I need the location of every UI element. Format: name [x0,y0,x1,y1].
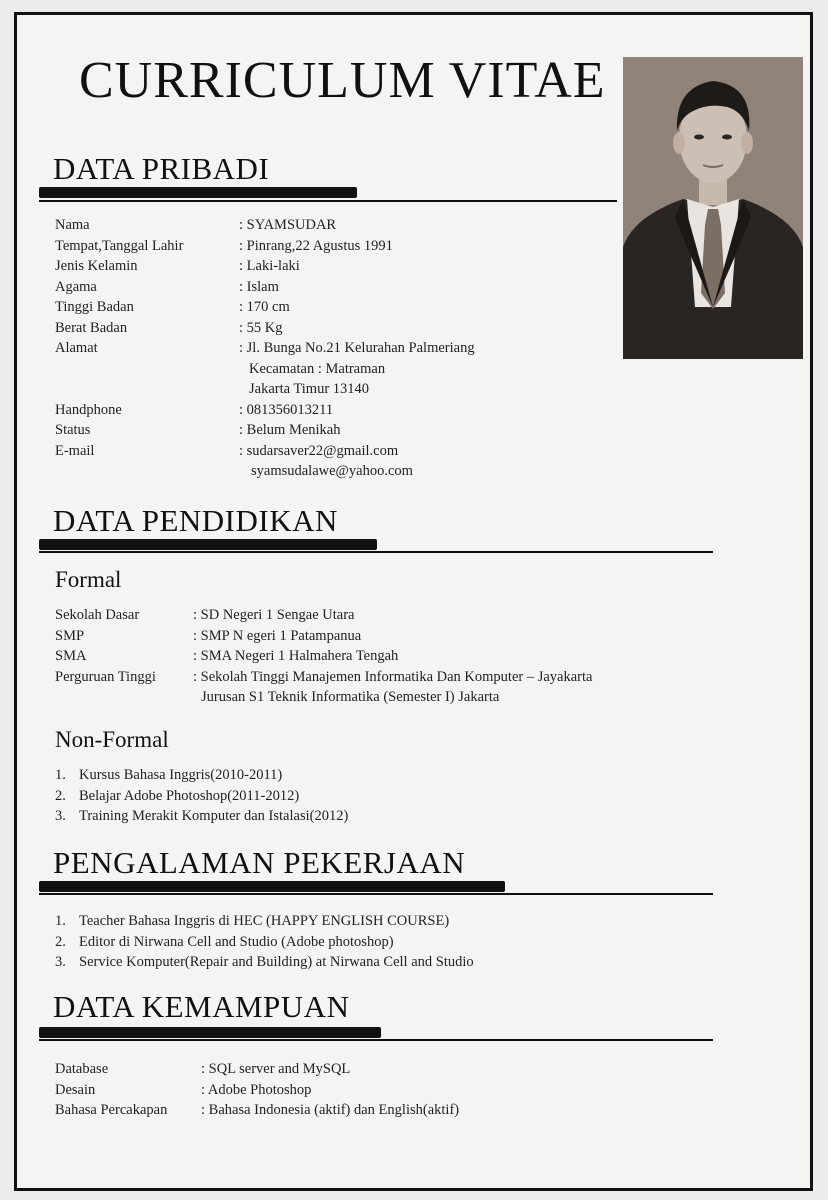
education-value: : SD Negeri 1 Sengae Utara [193,607,355,623]
personal-label: Status [55,422,91,438]
personal-label: Alamat [55,340,98,356]
list-text: Training Merakit Komputer dan Istalasi(2012) [79,808,349,824]
personal-label [55,461,251,482]
section-divider [39,893,713,895]
skill-label: Bahasa Percakapan [55,1102,168,1118]
education-label [55,687,201,708]
nonformal-education-list [55,765,348,827]
personal-row [55,338,475,359]
education-label: Perguruan Tinggi [55,668,156,685]
personal-label [55,359,249,380]
list-item [55,786,348,807]
personal-label: Berat Badan [55,319,128,336]
experience-list [55,911,474,973]
list-number: 3. [55,954,66,970]
list-number: 2. [55,933,66,950]
personal-value: : Belum Menikah [239,422,341,438]
skill-label: Desain [55,1081,96,1098]
personal-label: Tinggi Badan [55,299,134,315]
skill-label: Database [55,1061,109,1077]
education-row [55,626,592,647]
personal-value: : Pinrang,22 Agustus 1991 [239,237,393,254]
section-title-kemampuan: DATA KEMAMPUAN [53,989,350,1024]
personal-row [55,277,475,298]
education-row [55,687,592,708]
personal-value: Kecamatan : Matraman [249,360,386,377]
personal-row [55,441,475,462]
list-number: 2. [55,787,66,804]
list-text: Kursus Bahasa Inggris(2010-2011) [79,767,283,783]
personal-label: Nama [55,217,90,233]
personal-label: E-mail [55,442,95,459]
personal-value: : 081356013211 [239,401,334,418]
personal-row [55,379,475,400]
personal-row [55,297,475,318]
skill-row [55,1059,459,1080]
section-underline-bar [39,1027,381,1038]
section-title-pendidikan: DATA PENDIDIKAN [53,503,338,538]
list-item [55,806,348,827]
education-label: SMA [55,648,87,664]
skill-row [55,1100,459,1121]
nonformal-subtitle: Non-Formal [55,727,169,752]
skill-value: : Bahasa Indonesia (aktif) dan English(aktif) [201,1102,460,1118]
section-underline-bar [39,187,357,198]
list-text: Service Komputer(Repair and Building) at Nirwana Cell and Studio [79,954,474,970]
list-text: Teacher Bahasa Inggris di HEC (HAPPY ENGLISH COURSE) [79,913,450,929]
profile-photo [623,57,803,359]
personal-value: : SYAMSUDAR [239,217,337,233]
education-value: : SMP N egeri 1 Patampanua [193,627,362,644]
list-number: 1. [55,913,66,929]
list-item [55,765,348,786]
personal-value: : Laki-laki [239,258,300,274]
personal-row [55,236,475,257]
personal-row [55,400,475,421]
personal-value: : 55 Kg [239,319,283,336]
list-item [55,932,474,953]
personal-value: : sudarsaver22@gmail.com [239,442,399,459]
personal-value: Jakarta Timur 13140 [249,381,370,397]
education-value: Jurusan S1 Teknik Informatika (Semester I) Jakarta [201,689,500,705]
page-title: CURRICULUM VITAE [79,52,606,109]
education-row [55,605,592,626]
section-underline-bar [39,539,377,550]
section-underline-bar [39,881,505,892]
personal-row [55,318,475,339]
section-divider [39,200,617,202]
personal-row [55,256,475,277]
personal-value: syamsudalawe@yahoo.com [251,463,413,479]
section-title-pribadi: DATA PRIBADI [53,151,270,186]
cv-page [14,12,813,1191]
education-label: Sekolah Dasar [55,607,140,623]
education-label: SMP [55,627,85,644]
formal-education-list [55,605,592,708]
formal-subtitle: Formal [55,567,122,592]
section-divider [39,1039,713,1041]
list-text: Belajar Adobe Photoshop(2011-2012) [79,787,300,804]
list-text: Editor di Nirwana Cell and Studio (Adobe photoshop) [79,933,394,950]
skill-value: : Adobe Photoshop [201,1081,312,1098]
personal-value: : 170 cm [239,299,290,315]
personal-label: Handphone [55,401,122,418]
person-portrait-icon [623,57,803,359]
personal-label: Tempat,Tanggal Lahir [55,237,184,254]
personal-data-list [55,215,475,482]
personal-row [55,420,475,441]
personal-label [55,379,249,400]
personal-value: : Islam [239,278,279,295]
personal-label: Agama [55,278,97,295]
list-item [55,911,474,932]
personal-value: : Jl. Bunga No.21 Kelurahan Palmeriang [239,340,475,356]
skill-value: : SQL server and MySQL [201,1061,351,1077]
personal-row [55,215,475,236]
personal-label: Jenis Kelamin [55,258,138,274]
section-divider [39,551,713,553]
section-title-pengalaman: PENGALAMAN PEKERJAAN [53,845,466,880]
education-row [55,667,592,688]
list-number: 1. [55,767,66,783]
personal-row [55,461,475,482]
list-item [55,952,474,973]
personal-row [55,359,475,380]
skill-row [55,1080,459,1101]
skills-list [55,1059,459,1121]
education-row [55,646,592,667]
education-value: : SMA Negeri 1 Halmahera Tengah [193,648,399,664]
list-number: 3. [55,808,66,824]
education-value: : Sekolah Tinggi Manajemen Informatika Dan Komputer – Jayakarta [193,668,593,685]
